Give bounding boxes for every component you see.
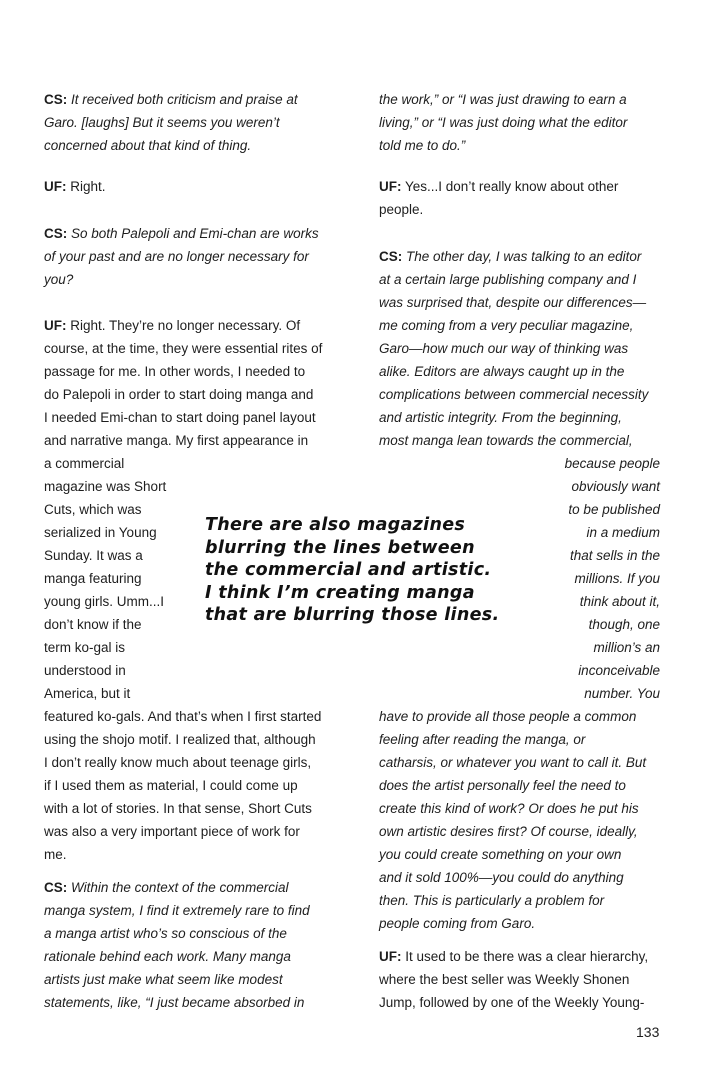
text-line: people.	[379, 202, 424, 217]
text-line: millions. If you	[574, 571, 660, 586]
text-line: a manga artist who’s so conscious of the	[44, 926, 287, 941]
text-line: of your past and are no longer necessary for	[44, 249, 309, 264]
text-line: alike. Editors are always caught up in the	[379, 364, 625, 379]
text-line: number. You	[584, 686, 660, 701]
text-line: where the best seller was Weekly Shonen	[379, 972, 630, 987]
text-line: feeling after reading the manga, or	[379, 732, 586, 747]
text-line: was also a very important piece of work for	[44, 824, 300, 839]
text-line: America, but it	[44, 686, 131, 701]
text-line: Sunday. It was a	[44, 548, 143, 563]
text-line: magazine was Short	[44, 479, 167, 494]
text-line: Right. They’re no longer necessary. Of	[70, 318, 301, 333]
speaker-label: UF:	[44, 318, 67, 333]
text-line: It received both criticism and praise at	[71, 92, 298, 107]
text-line: Garo—how much our way of thinking was	[379, 341, 629, 356]
text-line: serialized in Young	[44, 525, 157, 540]
text-line: inconceivable	[578, 663, 660, 678]
page-number: 133	[636, 1024, 660, 1040]
text-line: in a medium	[586, 525, 660, 540]
text-line: using the shojo motif. I realized that, although	[44, 732, 316, 747]
text-line: most manga lean towards the commercial,	[379, 433, 633, 448]
pull-quote-line: I think I’m creating manga	[205, 582, 475, 603]
uf-answer-4	[379, 945, 679, 1014]
cs-question-4	[379, 245, 679, 935]
text-line: then. This is particularly a problem for	[379, 893, 605, 908]
text-line: manga system, I find it extremely rare to find	[44, 903, 310, 918]
speaker-label: UF:	[379, 179, 402, 194]
pull-quote-line: that are blurring those lines.	[205, 605, 500, 625]
text-line: understood in	[44, 663, 126, 678]
uf-answer-3	[379, 175, 679, 221]
pull-quote-line: There are also magazines	[205, 515, 466, 535]
text-line: featured ko-gals. And that’s when I first started	[44, 709, 322, 724]
text-line: I don’t really know much about teenage girls,	[44, 755, 312, 770]
text-line: a commercial	[44, 456, 125, 471]
speaker-label: CS:	[44, 880, 68, 895]
text-line: do Palepoli in order to start doing manga and	[44, 387, 314, 402]
uf-answer-1	[44, 175, 344, 198]
text-line: because people	[564, 456, 660, 471]
text-line: catharsis, or whatever you want to call it. But	[379, 755, 647, 770]
text-line: manga featuring	[44, 571, 142, 586]
text-line: if I used them as material, I could come up	[44, 778, 298, 793]
text-line: and narrative manga. My first appearance in	[44, 433, 309, 448]
speaker-label: UF:	[44, 179, 67, 194]
text-line: with a lot of stories. In that sense, Short Cuts	[44, 801, 312, 816]
text-line: me.	[44, 847, 67, 862]
text-line: million’s an	[593, 640, 660, 655]
text-line: statements, like, “I just became absorbed in	[44, 995, 305, 1010]
text-line: passage for me. In other words, I needed to	[44, 364, 306, 379]
text-line: Right.	[70, 179, 106, 194]
text-line: artists just make what seem like modest	[44, 972, 283, 987]
text-line: don’t know if the	[44, 617, 142, 632]
text-line: create this kind of work? Or does he put his	[379, 801, 639, 816]
text-line: think about it,	[579, 594, 660, 609]
text-line: and it sold 100%—you could do anything	[379, 870, 624, 885]
text-line: Within the context of the commercial	[71, 880, 289, 895]
text-line: was surprised that, despite our differences—	[379, 295, 647, 310]
cs-question-1-continued	[379, 88, 679, 157]
text-line: Garo. [laughs] But it seems you weren’t	[44, 115, 280, 130]
text-line: you?	[44, 272, 74, 287]
text-line: own artistic desires first? Of course, ideally,	[379, 824, 638, 839]
text-line: have to provide all those people a common	[379, 709, 637, 724]
speaker-label: CS:	[379, 249, 403, 264]
speaker-label: UF:	[379, 949, 402, 964]
text-line: me coming from a very peculiar magazine,	[379, 318, 634, 333]
text-line: It used to be there was a clear hierarchy,	[405, 949, 649, 964]
text-line: that sells in the	[569, 548, 660, 563]
text-line: told me to do.”	[379, 138, 466, 153]
text-line: at a certain large publishing company and I	[379, 272, 637, 287]
speaker-label: CS:	[44, 92, 68, 107]
text-line: Yes...I don’t really know about other	[405, 179, 619, 194]
text-line: and artistic integrity. From the beginning,	[379, 410, 622, 425]
text-line: to be published	[568, 502, 660, 517]
text-line: complications between commercial necessity	[379, 387, 649, 402]
cs-question-1	[44, 88, 344, 157]
text-line: people coming from Garo.	[379, 916, 536, 931]
text-line: rationale behind each work. Many manga	[44, 949, 291, 964]
cs-question-2	[44, 222, 344, 291]
text-line: term ko-gal is	[44, 640, 126, 655]
speaker-label: CS:	[44, 226, 68, 241]
cs-question-3	[44, 876, 344, 1014]
text-line: though, one	[588, 617, 660, 632]
text-line: Cuts, which was	[44, 502, 142, 517]
text-line: The other day, I was talking to an editor	[406, 249, 642, 264]
text-line: So both Palepoli and Emi-chan are works	[71, 226, 319, 241]
text-line: you could create something on your own	[379, 847, 622, 862]
text-line: young girls. Umm...I	[44, 594, 165, 609]
text-line: obviously want	[571, 479, 660, 494]
text-line: I needed Emi-chan to start doing panel layout	[44, 410, 316, 425]
text-line: Jump, followed by one of the Weekly Young-	[379, 995, 645, 1010]
text-line: the work,” or “I was just drawing to earn a	[379, 92, 627, 107]
pull-quote-line: blurring the lines between	[205, 537, 475, 558]
pull-quote-line: the commercial and artistic.	[205, 560, 492, 580]
text-line: course, at the time, they were essential rites of	[44, 341, 323, 356]
text-line: living,” or “I was just doing what the editor	[379, 115, 628, 130]
text-line: concerned about that kind of thing.	[44, 138, 252, 153]
text-line: does the artist personally feel the need to	[379, 778, 626, 793]
